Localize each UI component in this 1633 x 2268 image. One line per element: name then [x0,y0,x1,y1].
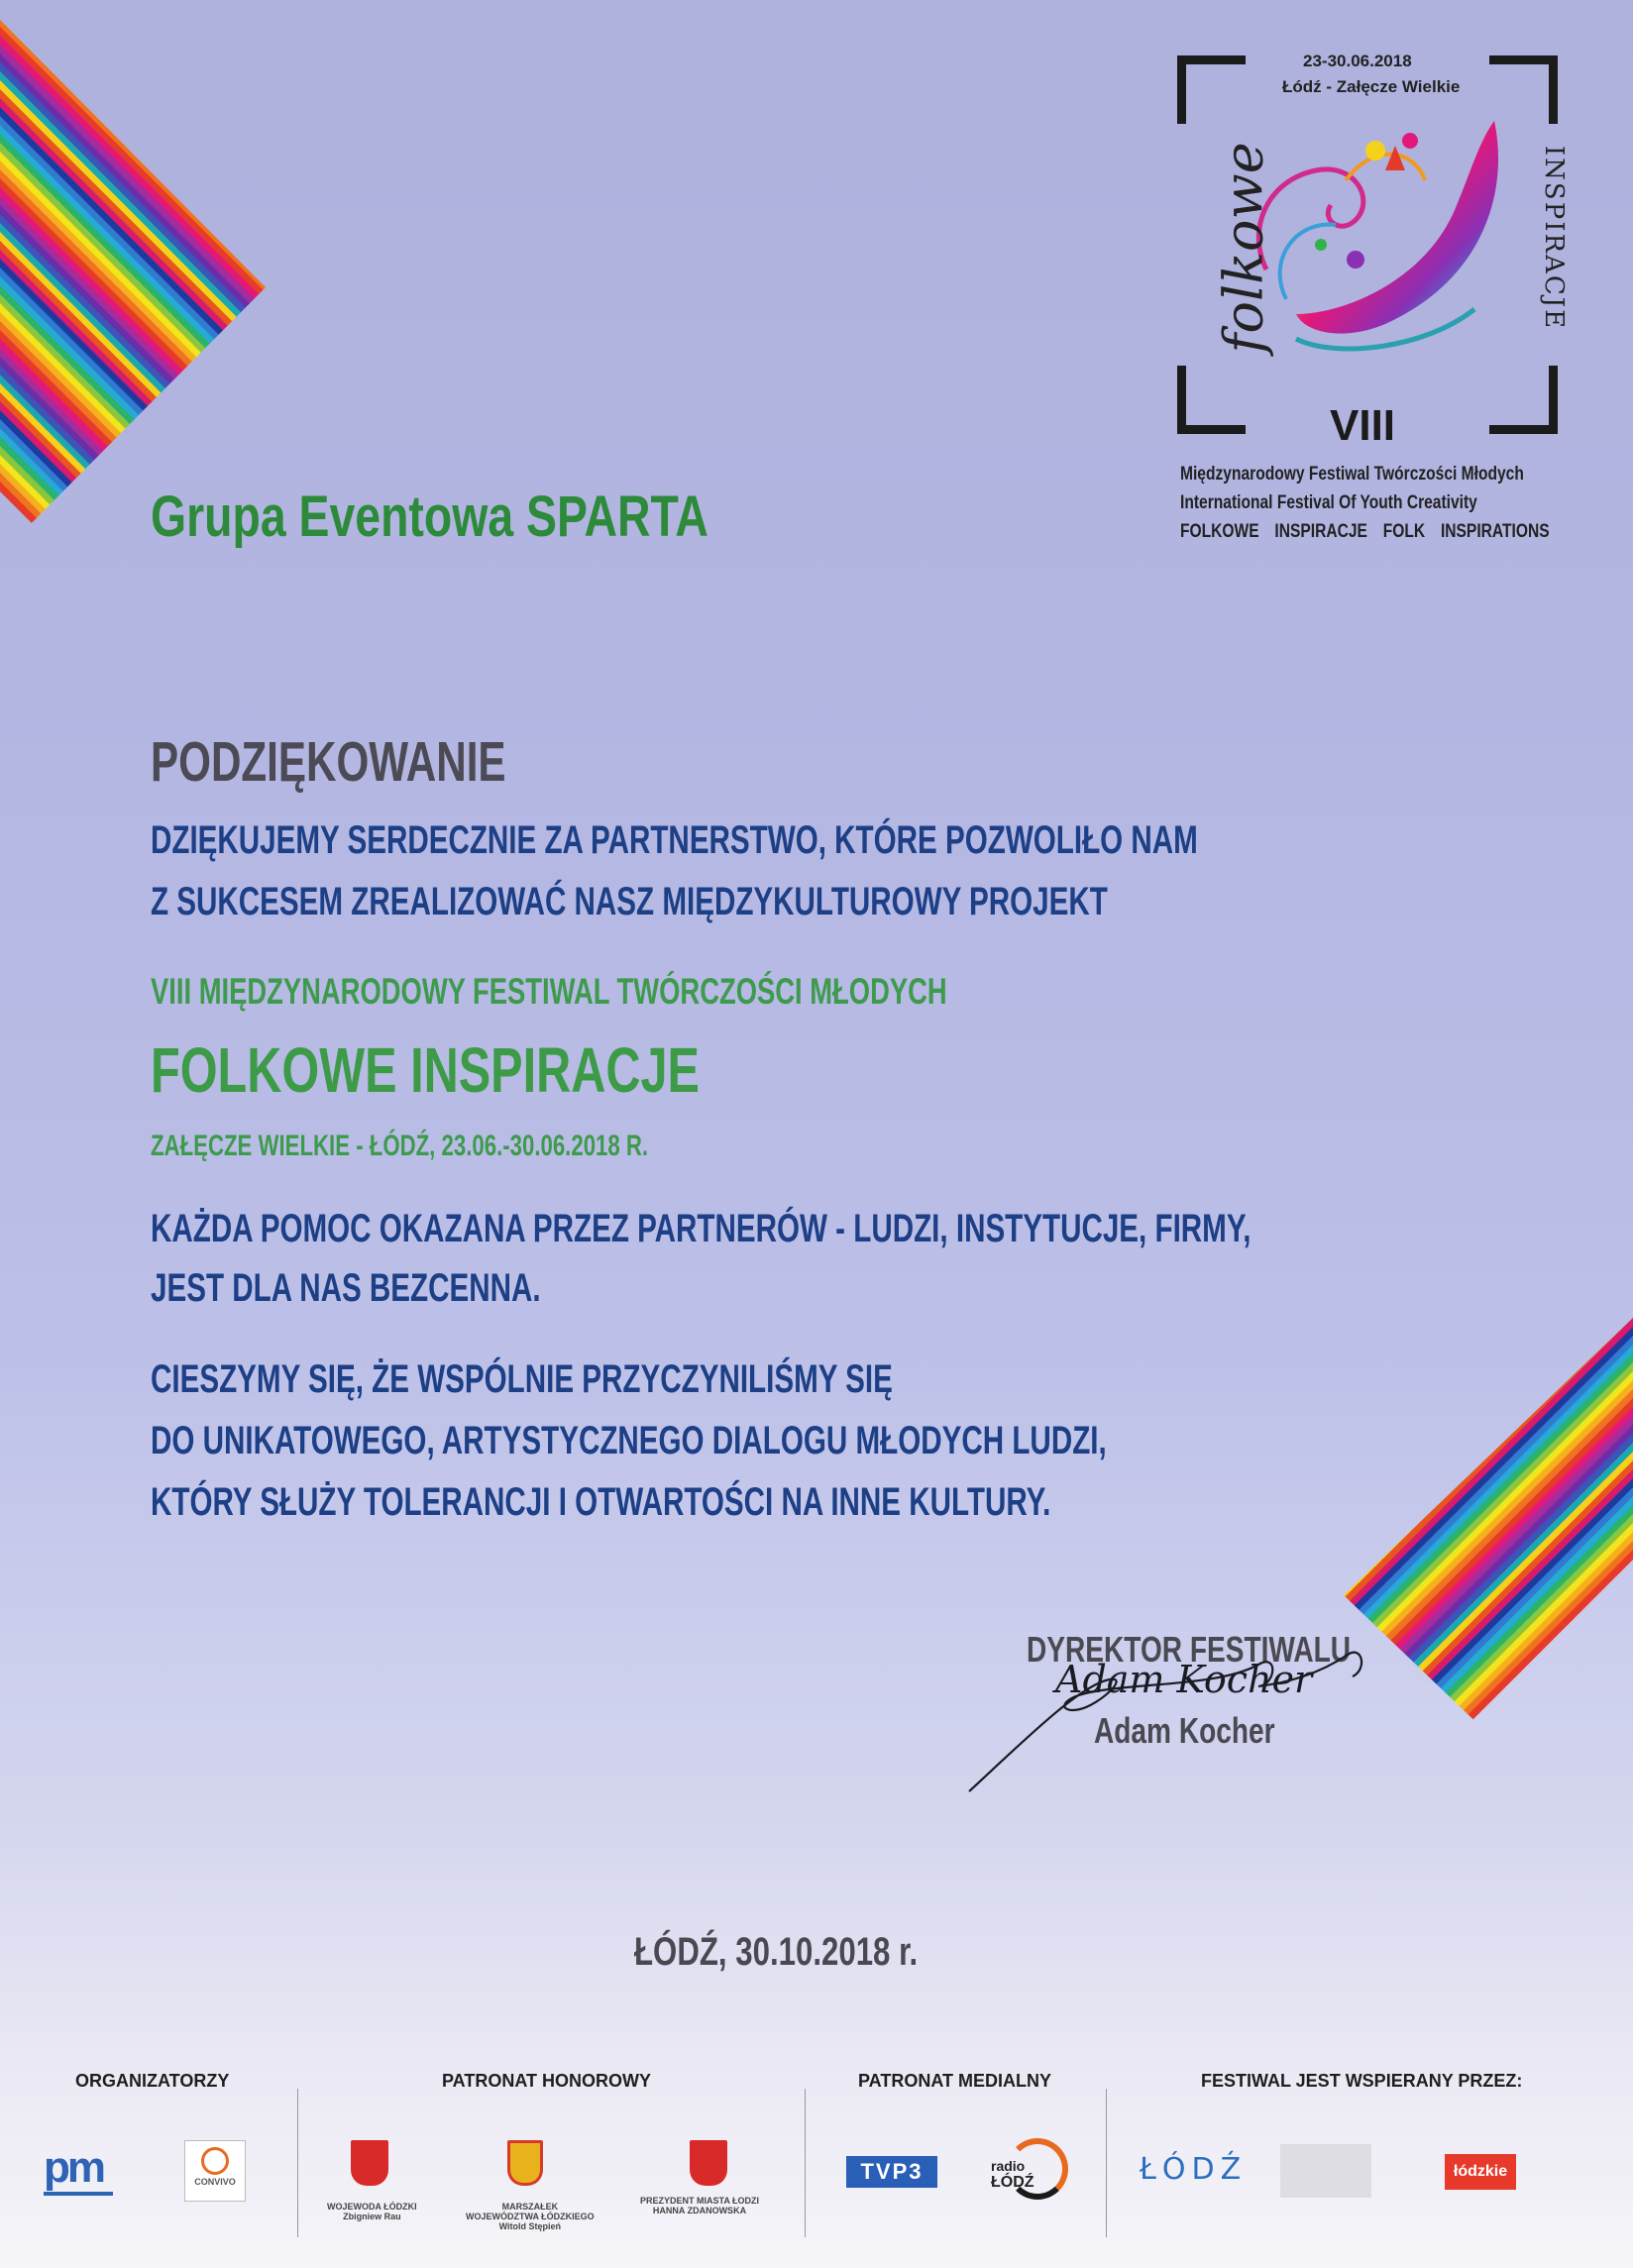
tvp3-logo: TVP3 [846,2156,937,2188]
rainbow-stripes-bottom-right [1344,1318,1633,1892]
lodz-multicultural-logo [1280,2144,1371,2198]
help-line-2: JEST DLA NAS BEZCENNA. [151,1266,541,1310]
footer-divider [297,2089,298,2237]
honorary-caption-3-line-2: HANNA ZDANOWSKA [652,2206,747,2215]
footer-divider [1106,2089,1107,2237]
radio-lodz-logo [987,2138,1072,2202]
director-name: Adam Kocher [1094,1710,1275,1751]
pm-logo [44,2143,123,2206]
festival-line-names: FOLKOWE INSPIRACJE FOLK INSPIRATIONS [1180,521,1550,542]
lodz-city-logo-text: ŁÓDŹ [1140,2152,1248,2187]
festival-name: FOLKOWE INSPIRACJE [151,1034,700,1106]
closing-line-2: DO UNIKATOWEGO, ARTYSTYCZNEGO DIALOGU MŁODYCH LUDZI, [151,1419,1107,1462]
logo-place: Łódź - Załęcze Wielkie [1282,77,1461,96]
lodz-city-emblem [690,2140,727,2186]
logo-edition: VIII [1330,401,1396,450]
director-role: DYREKTOR FESTIWALU [1027,1629,1352,1670]
thanks-line-2: Z SUKCESEM ZREALIZOWAĆ NASZ MIĘDZYKULTUROWY PROJEKT [151,880,1108,923]
honorary-caption-3 [640,2196,759,2215]
honorary-caption-2-line-2: WOJEWÓDZTWA ŁÓDZKIEGO [466,2212,595,2221]
closing-line-1: CIESZYMY SIĘ, ŻE WSPÓLNIE PRZYCZYNILIŚMY SIĘ [151,1357,893,1401]
honorary-caption-3-line-1: PREZYDENT MIASTA ŁODZI [640,2196,759,2206]
honorary-caption-2 [466,2202,595,2231]
closing-line-3: KTÓRY SŁUŻY TOLERANCJI I OTWARTOŚCI NA INNE KULTURY. [151,1480,1051,1524]
convivo-logo [184,2140,246,2202]
recipient-name: Grupa Eventowa SPARTA [151,485,708,549]
honorary-caption-1 [327,2202,417,2221]
honorary-caption-2-line-3: Witold Stępień [498,2221,562,2231]
festival-line-en: International Festival Of Youth Creativity [1180,492,1477,513]
logo-dates: 23-30.06.2018 [1303,52,1412,70]
pm-logo-text: pm [44,2143,103,2192]
convivo-logo-text: CONVIVO [194,2177,236,2187]
festival-line-pl: Międzynarodowy Festiwal Twórczości Młodych [1180,464,1524,485]
lodzkie-promotion-logo: łódzkie [1445,2154,1516,2190]
radio-lodz-text-2: ŁÓDŹ [991,2174,1034,2191]
honorary-heading: PATRONAT HONOROWY [442,2071,651,2091]
signature-script: Adam Kocher [1055,1658,1313,1701]
festival-dates: ZAŁĘCZE WIELKIE - ŁÓDŹ, 23.06.-30.06.2018 R. [151,1130,649,1162]
logo-word-inspiracje: INSPIRACJE [1539,145,1569,331]
honorary-caption-1-line-1: WOJEWODA ŁÓDZKI [327,2202,417,2212]
supported-heading: FESTIWAL JEST WSPIERANY PRZEZ: [1201,2071,1523,2091]
media-heading: PATRONAT MEDIALNY [858,2071,1051,2091]
lodzkie-voivodeship-emblem [507,2140,543,2186]
footer-divider [805,2089,806,2237]
place-date: ŁÓDŹ, 30.10.2018 r. [634,1930,919,1974]
festival-subtitle: VIII MIĘDZYNARODOWY FESTIWAL TWÓRCZOŚCI MŁODYCH [151,971,947,1012]
honorary-caption-2-line-1: MARSZAŁEK [501,2202,559,2212]
organizers-heading: ORGANIZATORZY [75,2071,230,2091]
certificate-title: PODZIĘKOWANIE [151,730,506,794]
honorary-caption-1-line-2: Zbigniew Rau [343,2212,401,2221]
radio-lodz-text-1: radio [991,2158,1026,2174]
logo-word-folkowe: folkowe [1212,142,1275,354]
poland-eagle-emblem [351,2140,388,2186]
lodz-city-logo [1140,2152,1248,2192]
thanks-line-1: DZIĘKUJEMY SERDECZNIE ZA PARTNERSTWO, KTÓRE POZWOLIŁO NAM [151,818,1198,862]
help-line-1: KAŻDA POMOC OKAZANA PRZEZ PARTNERÓW - LUDZI, INSTYTUCJE, FIRMY, [151,1207,1252,1250]
